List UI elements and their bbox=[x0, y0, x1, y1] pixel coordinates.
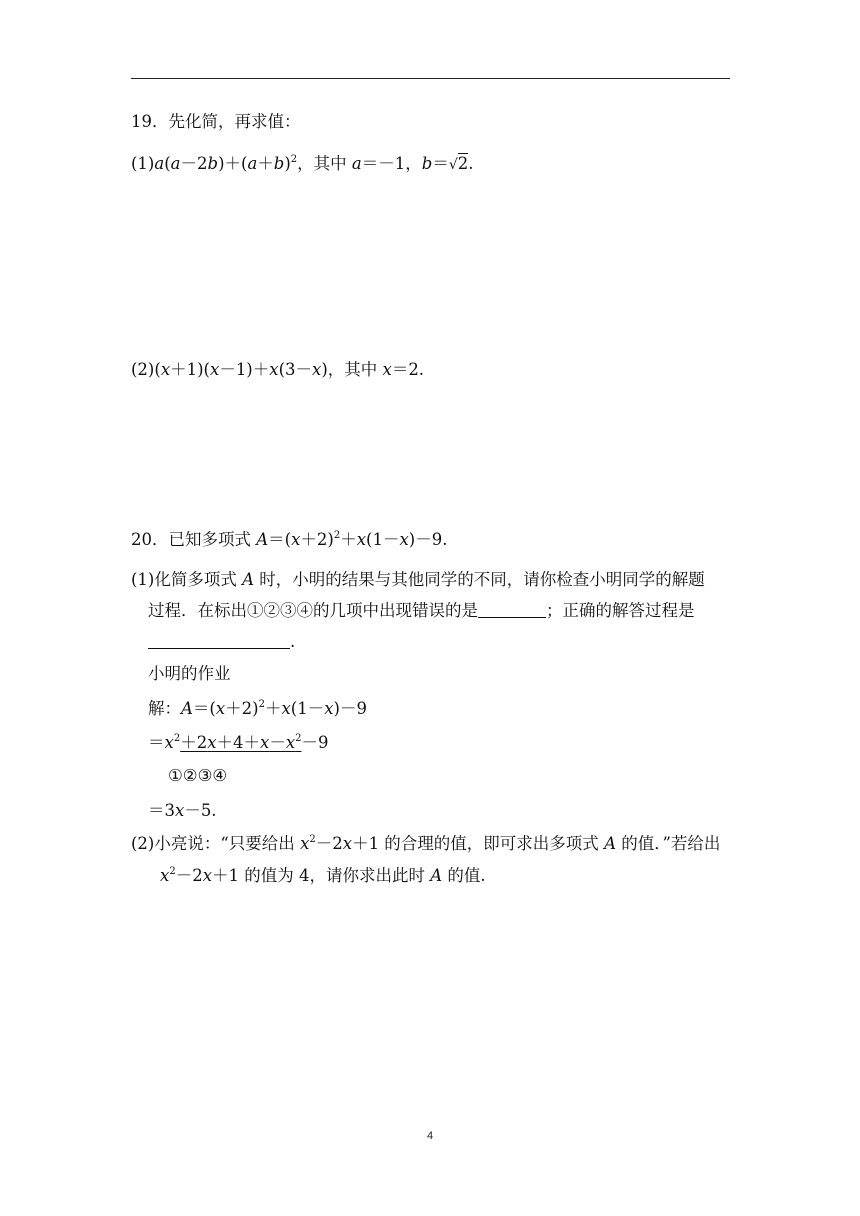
homework-result: ＝3x－5. bbox=[148, 801, 217, 820]
q20-part2-line1: (2)小亮说：“只要给出 $x^2-2x+1$ 的合理的值，即可求出多项式 A 的值．”若给出 bbox=[131, 834, 721, 853]
homework-markers: ①②③④ bbox=[168, 766, 228, 785]
q19-title: 19．先化简，再求值： bbox=[131, 112, 301, 131]
homework-heading: 小明的作业 bbox=[148, 664, 231, 683]
q20-title: 20．已知多项式 $A=(x+2)^2+x(1-x)-9$. bbox=[131, 530, 448, 549]
q20-part1-line2: 过程．在标出①②③④的几项中出现错误的是 ；正确的解答过程是 bbox=[148, 601, 695, 620]
page-number: 4 bbox=[426, 1130, 434, 1142]
q19-part1: $(1)a(a-2b)+(a+b)^2$，其中 a＝－1，b＝√2. bbox=[131, 154, 474, 173]
q20-part1-line3: . bbox=[148, 632, 295, 652]
q20-part1-line1: (1)化简多项式 A 时，小明的结果与其他同学的不同，请你检查小明同学的解题 bbox=[131, 570, 705, 589]
header-rule bbox=[131, 78, 730, 79]
answer-blank-2[interactable] bbox=[148, 633, 290, 649]
homework-line2: $=x^2+2x+4+x-x^2-9$ bbox=[148, 733, 329, 752]
answer-blank-1[interactable] bbox=[478, 602, 546, 618]
q20-part2-line2: $x^2-2x+1$ 的值为 4，请你求出此时 A 的值. bbox=[160, 866, 486, 885]
q19-part2: (2)(x＋1)(x－1)＋x(3－x)，其中 x＝2. bbox=[131, 360, 425, 379]
homework-line1: 解：$A=(x+2)^2+x(1-x)-9$ bbox=[148, 699, 367, 718]
sqrt-symbol: √2 bbox=[448, 154, 469, 173]
